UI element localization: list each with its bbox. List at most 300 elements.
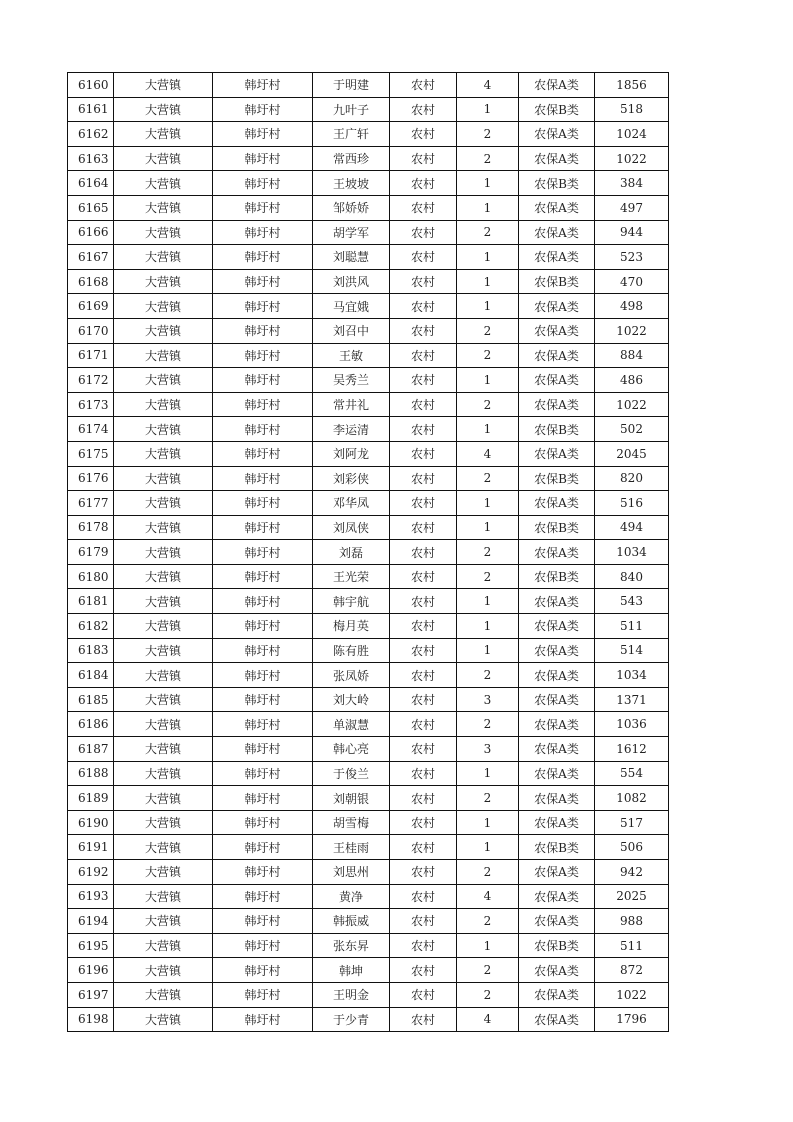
person-name-cell: 王敏 [313, 343, 390, 368]
township-cell: 大营镇 [114, 368, 213, 393]
person-name-cell: 邹娇娇 [313, 195, 390, 220]
village-cell: 韩圩村 [213, 318, 313, 343]
insurance-category-cell: 农保A类 [519, 368, 595, 393]
member-count-cell: 2 [457, 982, 519, 1007]
row-number-cell: 6186 [68, 712, 114, 737]
township-cell: 大营镇 [114, 663, 213, 688]
village-cell: 韩圩村 [213, 417, 313, 442]
amount-cell: 470 [595, 269, 669, 294]
insurance-category-cell: 农保B类 [519, 835, 595, 860]
row-number-cell: 6172 [68, 368, 114, 393]
table-row [68, 441, 669, 466]
village-cell: 韩圩村 [213, 786, 313, 811]
table-row [68, 171, 669, 196]
member-count-cell: 2 [457, 786, 519, 811]
person-name-cell: 刘思州 [313, 860, 390, 885]
amount-cell: 543 [595, 589, 669, 614]
insurance-category-cell: 农保A类 [519, 663, 595, 688]
village-cell: 韩圩村 [213, 589, 313, 614]
household-type-cell: 农村 [390, 245, 457, 270]
table-row [68, 245, 669, 270]
person-name-cell: 九叶子 [313, 97, 390, 122]
member-count-cell: 4 [457, 884, 519, 909]
township-cell: 大营镇 [114, 737, 213, 762]
table-row [68, 368, 669, 393]
person-name-cell: 马宜娥 [313, 294, 390, 319]
person-name-cell: 单淑慧 [313, 712, 390, 737]
amount-cell: 2045 [595, 441, 669, 466]
township-cell: 大营镇 [114, 491, 213, 516]
village-cell: 韩圩村 [213, 466, 313, 491]
village-cell: 韩圩村 [213, 909, 313, 934]
village-cell: 韩圩村 [213, 122, 313, 147]
village-cell: 韩圩村 [213, 343, 313, 368]
amount-cell: 944 [595, 220, 669, 245]
township-cell: 大营镇 [114, 417, 213, 442]
household-type-cell: 农村 [390, 171, 457, 196]
row-number-cell: 6166 [68, 220, 114, 245]
table-row [68, 786, 669, 811]
amount-cell: 942 [595, 860, 669, 885]
amount-cell: 518 [595, 97, 669, 122]
township-cell: 大营镇 [114, 515, 213, 540]
table-row [68, 564, 669, 589]
township-cell: 大营镇 [114, 810, 213, 835]
amount-cell: 820 [595, 466, 669, 491]
household-type-cell: 农村 [390, 860, 457, 885]
village-cell: 韩圩村 [213, 737, 313, 762]
table-row [68, 737, 669, 762]
member-count-cell: 1 [457, 835, 519, 860]
row-number-cell: 6163 [68, 146, 114, 171]
household-type-cell: 农村 [390, 737, 457, 762]
township-cell: 大营镇 [114, 761, 213, 786]
table-row [68, 810, 669, 835]
table-row [68, 1007, 669, 1032]
household-type-cell: 农村 [390, 687, 457, 712]
member-count-cell: 1 [457, 171, 519, 196]
household-type-cell: 农村 [390, 810, 457, 835]
insurance-category-cell: 农保A类 [519, 884, 595, 909]
member-count-cell: 4 [457, 1007, 519, 1032]
table-row [68, 318, 669, 343]
row-number-cell: 6194 [68, 909, 114, 934]
household-type-cell: 农村 [390, 146, 457, 171]
person-name-cell: 胡雪梅 [313, 810, 390, 835]
village-cell: 韩圩村 [213, 441, 313, 466]
person-name-cell: 刘洪风 [313, 269, 390, 294]
row-number-cell: 6195 [68, 933, 114, 958]
household-type-cell: 农村 [390, 1007, 457, 1032]
insurance-category-cell: 农保A类 [519, 73, 595, 98]
row-number-cell: 6181 [68, 589, 114, 614]
person-name-cell: 王广轩 [313, 122, 390, 147]
row-number-cell: 6185 [68, 687, 114, 712]
table-row [68, 466, 669, 491]
insurance-category-cell: 农保A类 [519, 122, 595, 147]
member-count-cell: 1 [457, 368, 519, 393]
member-count-cell: 2 [457, 146, 519, 171]
village-cell: 韩圩村 [213, 638, 313, 663]
insurance-category-cell: 农保A类 [519, 909, 595, 934]
table-row [68, 638, 669, 663]
insurance-category-cell: 农保A类 [519, 245, 595, 270]
household-type-cell: 农村 [390, 220, 457, 245]
amount-cell: 497 [595, 195, 669, 220]
table-row [68, 761, 669, 786]
household-type-cell: 农村 [390, 540, 457, 565]
person-name-cell: 于俊兰 [313, 761, 390, 786]
table-row [68, 835, 669, 860]
amount-cell: 1036 [595, 712, 669, 737]
insurance-category-cell: 农保B类 [519, 564, 595, 589]
amount-cell: 1022 [595, 982, 669, 1007]
amount-cell: 2025 [595, 884, 669, 909]
table-row [68, 663, 669, 688]
table-row [68, 687, 669, 712]
person-name-cell: 于少青 [313, 1007, 390, 1032]
person-name-cell: 梅月英 [313, 614, 390, 639]
household-type-cell: 农村 [390, 614, 457, 639]
household-type-cell: 农村 [390, 909, 457, 934]
insurance-category-cell: 农保A类 [519, 318, 595, 343]
row-number-cell: 6183 [68, 638, 114, 663]
amount-cell: 988 [595, 909, 669, 934]
member-count-cell: 1 [457, 269, 519, 294]
township-cell: 大营镇 [114, 220, 213, 245]
person-name-cell: 刘大岭 [313, 687, 390, 712]
amount-cell: 872 [595, 958, 669, 983]
member-count-cell: 1 [457, 195, 519, 220]
household-type-cell: 农村 [390, 712, 457, 737]
village-cell: 韩圩村 [213, 220, 313, 245]
member-count-cell: 4 [457, 73, 519, 98]
insurance-category-cell: 农保A类 [519, 540, 595, 565]
township-cell: 大营镇 [114, 392, 213, 417]
person-name-cell: 邓华凤 [313, 491, 390, 516]
amount-cell: 1612 [595, 737, 669, 762]
member-count-cell: 1 [457, 515, 519, 540]
row-number-cell: 6168 [68, 269, 114, 294]
person-name-cell: 刘阿龙 [313, 441, 390, 466]
member-count-cell: 2 [457, 466, 519, 491]
insurance-category-cell: 农保A类 [519, 589, 595, 614]
person-name-cell: 黄净 [313, 884, 390, 909]
township-cell: 大营镇 [114, 1007, 213, 1032]
member-count-cell: 2 [457, 860, 519, 885]
household-type-cell: 农村 [390, 73, 457, 98]
table-row [68, 958, 669, 983]
person-name-cell: 于明建 [313, 73, 390, 98]
household-type-cell: 农村 [390, 122, 457, 147]
table-row [68, 122, 669, 147]
township-cell: 大营镇 [114, 835, 213, 860]
member-count-cell: 2 [457, 540, 519, 565]
amount-cell: 1082 [595, 786, 669, 811]
row-number-cell: 6174 [68, 417, 114, 442]
household-type-cell: 农村 [390, 958, 457, 983]
table-row [68, 589, 669, 614]
village-cell: 韩圩村 [213, 515, 313, 540]
member-count-cell: 2 [457, 220, 519, 245]
table-row [68, 491, 669, 516]
village-cell: 韩圩村 [213, 663, 313, 688]
household-type-cell: 农村 [390, 294, 457, 319]
insurance-category-cell: 农保B类 [519, 515, 595, 540]
amount-cell: 502 [595, 417, 669, 442]
village-cell: 韩圩村 [213, 97, 313, 122]
member-count-cell: 2 [457, 712, 519, 737]
person-name-cell: 韩坤 [313, 958, 390, 983]
household-type-cell: 农村 [390, 638, 457, 663]
member-count-cell: 1 [457, 97, 519, 122]
row-number-cell: 6167 [68, 245, 114, 270]
table-row [68, 97, 669, 122]
member-count-cell: 1 [457, 417, 519, 442]
member-count-cell: 1 [457, 491, 519, 516]
amount-cell: 1022 [595, 146, 669, 171]
member-count-cell: 4 [457, 441, 519, 466]
amount-cell: 840 [595, 564, 669, 589]
village-cell: 韩圩村 [213, 860, 313, 885]
insurance-category-cell: 农保A类 [519, 614, 595, 639]
insurance-category-cell: 农保A类 [519, 491, 595, 516]
row-number-cell: 6196 [68, 958, 114, 983]
insurance-category-cell: 农保A类 [519, 860, 595, 885]
member-count-cell: 3 [457, 737, 519, 762]
household-type-cell: 农村 [390, 663, 457, 688]
row-number-cell: 6162 [68, 122, 114, 147]
village-cell: 韩圩村 [213, 564, 313, 589]
member-count-cell: 1 [457, 761, 519, 786]
row-number-cell: 6184 [68, 663, 114, 688]
village-cell: 韩圩村 [213, 958, 313, 983]
person-name-cell: 张东昇 [313, 933, 390, 958]
person-name-cell: 吴秀兰 [313, 368, 390, 393]
person-name-cell: 陈有胜 [313, 638, 390, 663]
household-type-cell: 农村 [390, 491, 457, 516]
township-cell: 大营镇 [114, 933, 213, 958]
person-name-cell: 刘朝银 [313, 786, 390, 811]
township-cell: 大营镇 [114, 171, 213, 196]
member-count-cell: 2 [457, 392, 519, 417]
household-type-cell: 农村 [390, 933, 457, 958]
township-cell: 大营镇 [114, 97, 213, 122]
row-number-cell: 6189 [68, 786, 114, 811]
table-row [68, 269, 669, 294]
village-cell: 韩圩村 [213, 1007, 313, 1032]
amount-cell: 511 [595, 933, 669, 958]
table-row [68, 540, 669, 565]
person-name-cell: 韩振威 [313, 909, 390, 934]
member-count-cell: 1 [457, 614, 519, 639]
amount-cell: 516 [595, 491, 669, 516]
insurance-category-cell: 农保A类 [519, 687, 595, 712]
township-cell: 大营镇 [114, 466, 213, 491]
person-name-cell: 韩心亮 [313, 737, 390, 762]
village-cell: 韩圩村 [213, 712, 313, 737]
household-type-cell: 农村 [390, 884, 457, 909]
row-number-cell: 6198 [68, 1007, 114, 1032]
amount-cell: 514 [595, 638, 669, 663]
village-cell: 韩圩村 [213, 269, 313, 294]
township-cell: 大营镇 [114, 712, 213, 737]
person-name-cell: 刘召中 [313, 318, 390, 343]
household-type-cell: 农村 [390, 343, 457, 368]
household-type-cell: 农村 [390, 835, 457, 860]
amount-cell: 884 [595, 343, 669, 368]
row-number-cell: 6187 [68, 737, 114, 762]
row-number-cell: 6178 [68, 515, 114, 540]
row-number-cell: 6161 [68, 97, 114, 122]
insurance-category-cell: 农保B类 [519, 417, 595, 442]
amount-cell: 1022 [595, 392, 669, 417]
village-cell: 韩圩村 [213, 491, 313, 516]
township-cell: 大营镇 [114, 294, 213, 319]
person-name-cell: 王坡坡 [313, 171, 390, 196]
township-cell: 大营镇 [114, 958, 213, 983]
township-cell: 大营镇 [114, 589, 213, 614]
row-number-cell: 6190 [68, 810, 114, 835]
village-cell: 韩圩村 [213, 294, 313, 319]
village-cell: 韩圩村 [213, 835, 313, 860]
insurance-category-cell: 农保A类 [519, 392, 595, 417]
row-number-cell: 6188 [68, 761, 114, 786]
amount-cell: 523 [595, 245, 669, 270]
table-row [68, 860, 669, 885]
amount-cell: 1034 [595, 540, 669, 565]
insurance-category-cell: 农保A类 [519, 761, 595, 786]
amount-cell: 1371 [595, 687, 669, 712]
row-number-cell: 6170 [68, 318, 114, 343]
insurance-category-cell: 农保A类 [519, 294, 595, 319]
table-row [68, 909, 669, 934]
row-number-cell: 6177 [68, 491, 114, 516]
household-type-cell: 农村 [390, 392, 457, 417]
township-cell: 大营镇 [114, 860, 213, 885]
amount-cell: 498 [595, 294, 669, 319]
row-number-cell: 6176 [68, 466, 114, 491]
household-type-cell: 农村 [390, 318, 457, 343]
row-number-cell: 6173 [68, 392, 114, 417]
person-name-cell: 李运清 [313, 417, 390, 442]
village-cell: 韩圩村 [213, 761, 313, 786]
amount-cell: 511 [595, 614, 669, 639]
household-type-cell: 农村 [390, 97, 457, 122]
village-cell: 韩圩村 [213, 614, 313, 639]
household-type-cell: 农村 [390, 441, 457, 466]
township-cell: 大营镇 [114, 786, 213, 811]
village-cell: 韩圩村 [213, 368, 313, 393]
village-cell: 韩圩村 [213, 245, 313, 270]
row-number-cell: 6171 [68, 343, 114, 368]
township-cell: 大营镇 [114, 343, 213, 368]
member-count-cell: 1 [457, 638, 519, 663]
amount-cell: 1034 [595, 663, 669, 688]
person-name-cell: 王桂雨 [313, 835, 390, 860]
insurance-category-cell: 农保B类 [519, 171, 595, 196]
person-name-cell: 王明金 [313, 982, 390, 1007]
row-number-cell: 6169 [68, 294, 114, 319]
member-count-cell: 1 [457, 810, 519, 835]
insurance-category-cell: 农保A类 [519, 441, 595, 466]
table-row [68, 417, 669, 442]
person-name-cell: 胡学军 [313, 220, 390, 245]
township-cell: 大营镇 [114, 146, 213, 171]
amount-cell: 517 [595, 810, 669, 835]
insurance-category-cell: 农保A类 [519, 737, 595, 762]
village-cell: 韩圩村 [213, 982, 313, 1007]
household-type-cell: 农村 [390, 368, 457, 393]
member-count-cell: 2 [457, 564, 519, 589]
table-row [68, 933, 669, 958]
person-name-cell: 王光荣 [313, 564, 390, 589]
member-count-cell: 2 [457, 122, 519, 147]
person-name-cell: 张凤娇 [313, 663, 390, 688]
village-cell: 韩圩村 [213, 195, 313, 220]
village-cell: 韩圩村 [213, 933, 313, 958]
household-type-cell: 农村 [390, 417, 457, 442]
township-cell: 大营镇 [114, 73, 213, 98]
insurance-category-cell: 农保A类 [519, 958, 595, 983]
insurance-category-cell: 农保A类 [519, 343, 595, 368]
insurance-category-cell: 农保A类 [519, 810, 595, 835]
row-number-cell: 6179 [68, 540, 114, 565]
insurance-category-cell: 农保A类 [519, 146, 595, 171]
row-number-cell: 6165 [68, 195, 114, 220]
township-cell: 大营镇 [114, 909, 213, 934]
amount-cell: 1856 [595, 73, 669, 98]
person-name-cell: 刘彩侠 [313, 466, 390, 491]
member-count-cell: 1 [457, 933, 519, 958]
amount-cell: 506 [595, 835, 669, 860]
row-number-cell: 6180 [68, 564, 114, 589]
records-table [67, 72, 669, 1032]
table-row [68, 884, 669, 909]
village-cell: 韩圩村 [213, 884, 313, 909]
amount-cell: 1022 [595, 318, 669, 343]
village-cell: 韩圩村 [213, 540, 313, 565]
amount-cell: 486 [595, 368, 669, 393]
household-type-cell: 农村 [390, 786, 457, 811]
row-number-cell: 6175 [68, 441, 114, 466]
township-cell: 大营镇 [114, 122, 213, 147]
village-cell: 韩圩村 [213, 687, 313, 712]
insurance-category-cell: 农保B类 [519, 933, 595, 958]
table-row [68, 146, 669, 171]
table-row [68, 343, 669, 368]
household-type-cell: 农村 [390, 761, 457, 786]
table-row [68, 195, 669, 220]
township-cell: 大营镇 [114, 614, 213, 639]
table-body [68, 73, 669, 1032]
table-row [68, 220, 669, 245]
table-row [68, 392, 669, 417]
village-cell: 韩圩村 [213, 392, 313, 417]
insurance-category-cell: 农保B类 [519, 269, 595, 294]
amount-cell: 494 [595, 515, 669, 540]
member-count-cell: 1 [457, 589, 519, 614]
person-name-cell: 刘凤侠 [313, 515, 390, 540]
insurance-category-cell: 农保A类 [519, 220, 595, 245]
table-row [68, 982, 669, 1007]
member-count-cell: 2 [457, 318, 519, 343]
row-number-cell: 6182 [68, 614, 114, 639]
row-number-cell: 6160 [68, 73, 114, 98]
township-cell: 大营镇 [114, 318, 213, 343]
township-cell: 大营镇 [114, 687, 213, 712]
township-cell: 大营镇 [114, 982, 213, 1007]
